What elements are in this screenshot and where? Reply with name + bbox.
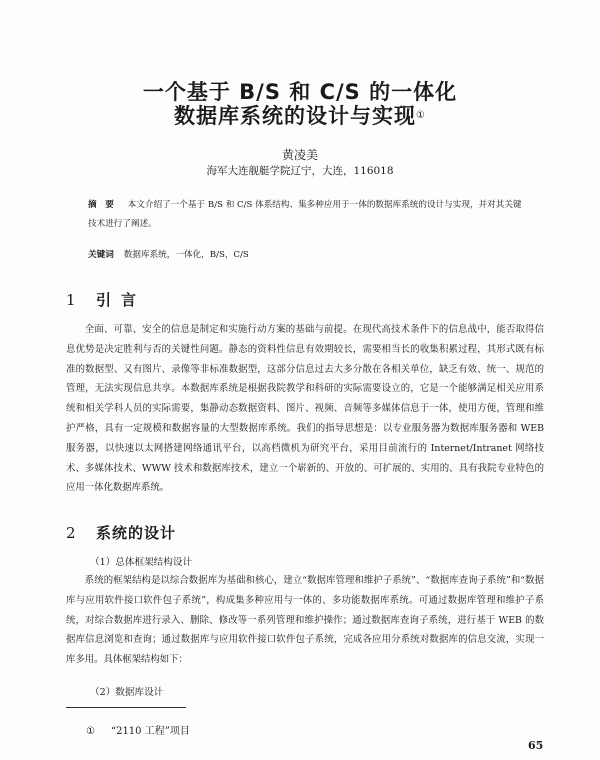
section-1-number: 1 [66, 291, 76, 309]
section-1-heading [66, 289, 146, 310]
keywords-label: 关键词 [88, 250, 114, 260]
paper-title-line-2: 数据库系统的设计与实现① [174, 104, 426, 128]
section-2-title: 系统的设计 [96, 524, 177, 542]
section-1-body: 全面、可靠、安全的信息是制定和实施行动方案的基础与前提。在现代高技术条件下的信息战中，能否取得信息优势是决定胜利与否的关键性问题。静态的资料性信息有效期较长，需要相当长的收集积累过程，其形式既有标准的数据型、又有图片、录像等非标准数据型，这部分信息过去大多分散在各相关单位，缺乏有效、统一、规范的管理，无法实现信息共享。本数据库系统是根据我院教学和科研的实际需要设立的，它是一个能够满足相关应用系统和相关学科人员的实际需要，集静动态数据资料、图片、视频、音频等多媒体信息于一体，使用方便，管理和维护严格，具有一定规模和数据容量的大型数据库系统。我们的指导思想是：以专业服务器为数据库服务器和 WEB 服务器，以快速以太网搭建网络通讯平台，以高档微机为研究平台，采用目前流行的 Internet/Intranet 网络技术、多媒体技术、WWW 技术和数据库技术，建立一个崭新的、开放的、可扩展的、实用的、具有我院专业特色的应用一体化数据库系统。 [66, 324, 544, 494]
footnote [86, 722, 190, 737]
footnote-mark: ① [86, 726, 95, 737]
affiliation: 海军大连舰艇学院辽宁，大连，116018 [206, 165, 394, 177]
section-2-heading [66, 522, 176, 543]
author: 黄凌美 [281, 148, 318, 162]
page-number: 65 [528, 739, 544, 752]
section-2-body: 系统的框架结构是以综合数据库为基础和核心，建立“数据库管理和维护子系统”、“数据库查询子系统”和“数据库与应用软件接口软件包子系统”，构成集多种应用与一体的、多功能数据库系统。可通过数据库管理和维护子系统，对综合数据库进行录入、删除、修改等一系列管理和维护操作；通过数据库查询子系统，进行基于 WEB 的数据库信息浏览和查询；通过数据库与应用软件接口软件包子系统，完成各应用分系统对数据库的信息交流，实现一库多用。具体框架结构如下： [66, 575, 544, 666]
abstract [88, 196, 528, 234]
section-2-number: 2 [66, 524, 76, 542]
title-footnote-mark: ① [416, 110, 426, 121]
section-1-title: 引言 [96, 291, 147, 309]
keywords [88, 248, 249, 260]
abstract-label: 摘 要 [88, 200, 114, 210]
footnote-text: “2110 工程”项目 [110, 726, 190, 737]
paper-title-line-1: 一个基于 B/S 和 C/S 的一体化 [142, 80, 458, 104]
keywords-text: 数据库系统，一体化，B/S，C/S [123, 250, 249, 260]
footnote-divider [66, 707, 186, 708]
subsection-2-heading: （2）数据库设计 [90, 687, 164, 698]
subsection-1-heading: （1）总体框架结构设计 [90, 557, 193, 568]
abstract-text: 本文介绍了一个基于 B/S 和 C/S 体系结构、集多种应用于一体的数据库系统的设计与实现，并对其关键技术进行了阐述。 [88, 200, 522, 229]
